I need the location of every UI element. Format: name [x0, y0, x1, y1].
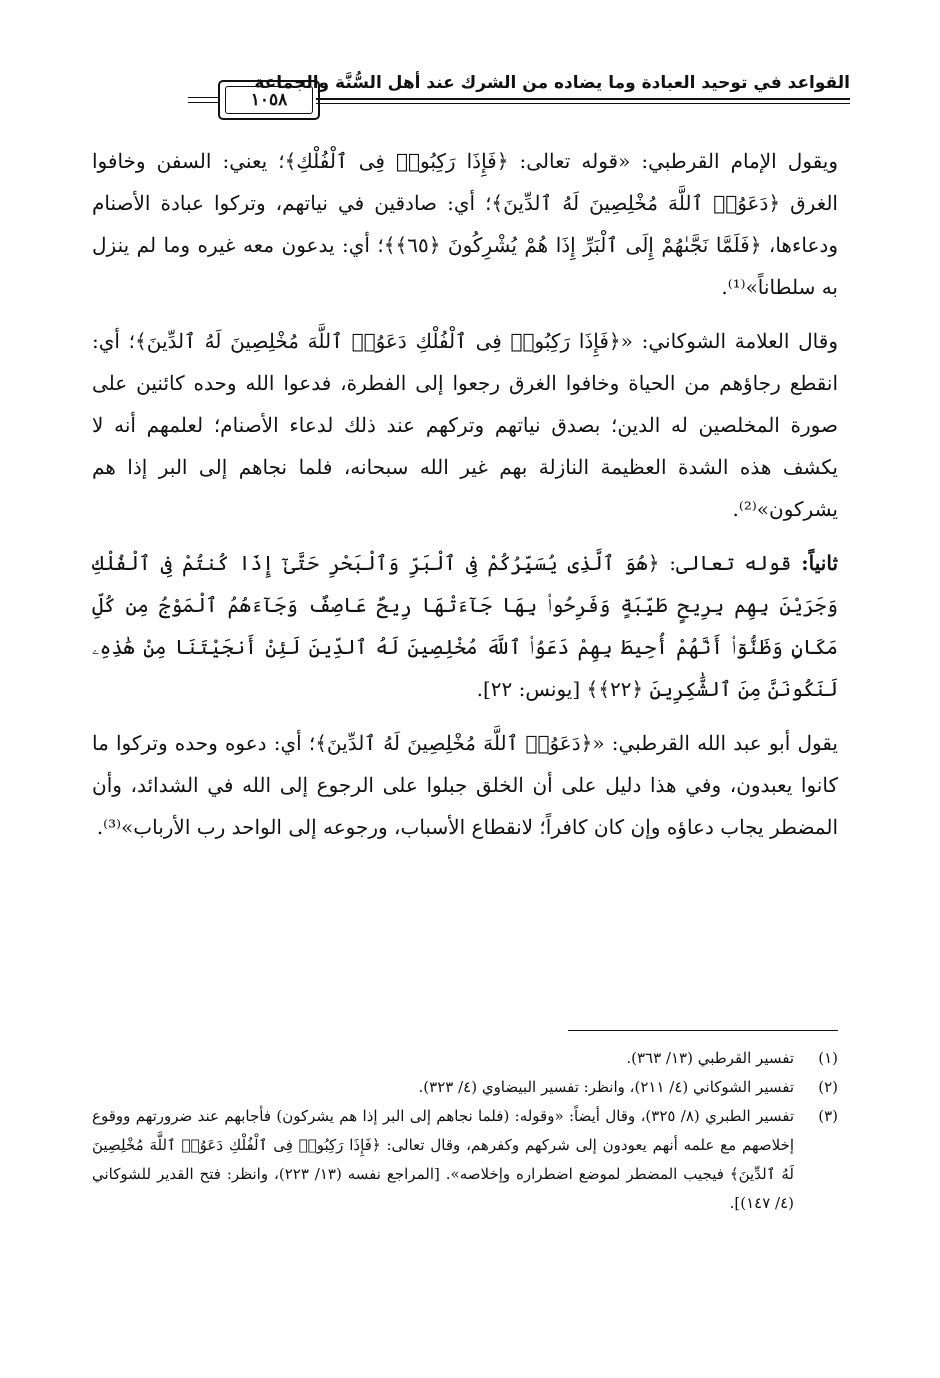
footnote-text: تفسير القرطبي (١٣/ ٣٦٣).	[626, 1049, 794, 1067]
running-title: القواعد في توحيد العبادة وما يضاده من الشرك عند أهل السُّنَّة والجماعة	[254, 73, 850, 93]
page-number: ١٠٥٨	[225, 86, 313, 114]
paragraph-second-verse	[92, 542, 838, 710]
paragraph-text: قوله تعالى: ﴿هُوَ ٱلَّذِى يُسَيِّرُكُمْ فِى ٱلْبَرِّ وَٱلْبَحْرِ حَتَّىٰٓ إِذَا كُنتُمْ فِى ٱلْفُلْكِ وَجَرَيْنَ بِهِم بِرِيحٍ طَيِّبَةٍ وَفَرِحُوا۟ بِهَا جَآءَتْهَا رِيحٌ عَاصِفٌ وَجَآءَهُمُ ٱلْمَوْجُ مِن كُلِّ مَكَانٍ وَظَنُّوٓا۟ أَنَّهُمْ أُحِيطَ بِهِمْ دَعَوُا۟ ٱللَّهَ مُخْلِصِينَ لَهُ ٱلدِّينَ لَئِنْ أَنجَيْتَنَا مِنْ هَٰذِهِۦ لَنَكُونَنَّ مِنَ ٱلشَّٰكِرِينَ ﴿٢٢﴾﴾ [يونس: ٢٢].	[92, 551, 838, 701]
paragraph-text: وقال العلامة الشوكاني: «﴿فَإِذَا رَكِبُوا۟ فِى ٱلْفُلْكِ دَعَوُا۟ ٱللَّهَ مُخْلِصِينَ لَهُ ٱلدِّينَ﴾؛ أي: انقطع رجاؤهم من الحياة وخافوا الغرق رجعوا إلى الفطرة، فدعوا الله وحده كائنين على صورة المخلصين له الدين؛ بصدق نياتهم وتركهم عند ذلك لدعاء الأصنام؛ لعلمهم أنه لا يكشف هذه الشدة العظيمة النازلة بهم غير الله سبحانه، فلما نجاهم إلى البر إذا هم يشركون»⁽²⁾.	[92, 329, 838, 521]
footnote-separator	[568, 1030, 838, 1031]
section-label: ثانياً:	[801, 551, 839, 575]
footnote-item	[92, 1073, 838, 1102]
footnote-number: (٣)	[818, 1107, 838, 1125]
footnote-number: (١)	[818, 1049, 838, 1067]
main-text	[92, 140, 838, 860]
footnote-number: (٢)	[818, 1078, 838, 1096]
header-rule-bottom	[316, 103, 850, 104]
paragraph-qurtubi-1	[92, 140, 838, 308]
footnote-text: تفسير الشوكاني (٤/ ٢١١)، وانظر: تفسير البيضاوي (٤/ ٣٢٣).	[418, 1078, 794, 1096]
footnote-item	[92, 1044, 838, 1073]
paragraph-qurtubi-2	[92, 722, 838, 848]
header-rule-top	[316, 98, 850, 100]
header-rule-left-top	[188, 97, 218, 98]
paragraph-text: ويقول الإمام القرطبي: «قوله تعالى: ﴿فَإِذَا رَكِبُوا۟ فِى ٱلْفُلْكِ﴾؛ يعني: السفن وخافوا الغرق ﴿دَعَوُا۟ ٱللَّهَ مُخْلِصِينَ لَهُ ٱلدِّينَ﴾؛ أي: صادقين في نياتهم، وتركوا عبادة الأصنام ودعاءها، ﴿فَلَمَّا نَجَّىٰهُمْ إِلَى ٱلْبَرِّ إِذَا هُمْ يُشْرِكُونَ ﴿٦٥﴾﴾؛ أي: يدعون معه غيره وما لم ينزل به سلطاناً»⁽¹⁾.	[92, 149, 838, 299]
page-header	[90, 70, 850, 122]
page-number-frame	[218, 80, 320, 120]
footnote-item	[92, 1102, 838, 1218]
footnote-text: تفسير الطبري (٨/ ٣٢٥)، وقال أيضاً: «وقوله: (فلما نجاهم إلى البر إذا هم يشركون) فأجابهم عند ضرورتهم ووقوع إخلاصهم مع علمه أنهم يعودون إلى شركهم وكفرهم، وقال تعالى: ﴿فَإِذَا رَكِبُوا۟ فِى ٱلْفُلْكِ دَعَوُا۟ ٱللَّهَ مُخْلِصِينَ لَهُ ٱلدِّينَ﴾ فيجيب المضطر لموضع اضطراره وإخلاصه». [المراجع نفسه (١٣/ ٢٢٣)، وانظر: فتح القدير للشوكاني (٤/ ١٤٧)].	[92, 1107, 795, 1212]
footnote-list	[92, 1044, 838, 1218]
paragraph-text: يقول أبو عبد الله القرطبي: «﴿دَعَوُا۟ ٱللَّهَ مُخْلِصِينَ لَهُ ٱلدِّينَ﴾؛ أي: دعوه وحده وتركوا ما كانوا يعبدون، وفي هذا دليل على أن الخلق جبلوا على الرجوع إلى الله في الشدائد، وأن المضطر يجاب دعاؤه وإن كان كافراً؛ لانقطاع الأسباب، ورجوعه إلى الواحد رب الأرباب»⁽³⁾.	[92, 731, 838, 839]
paragraph-shawkani	[92, 320, 838, 530]
header-rule-left-bottom	[188, 102, 218, 103]
